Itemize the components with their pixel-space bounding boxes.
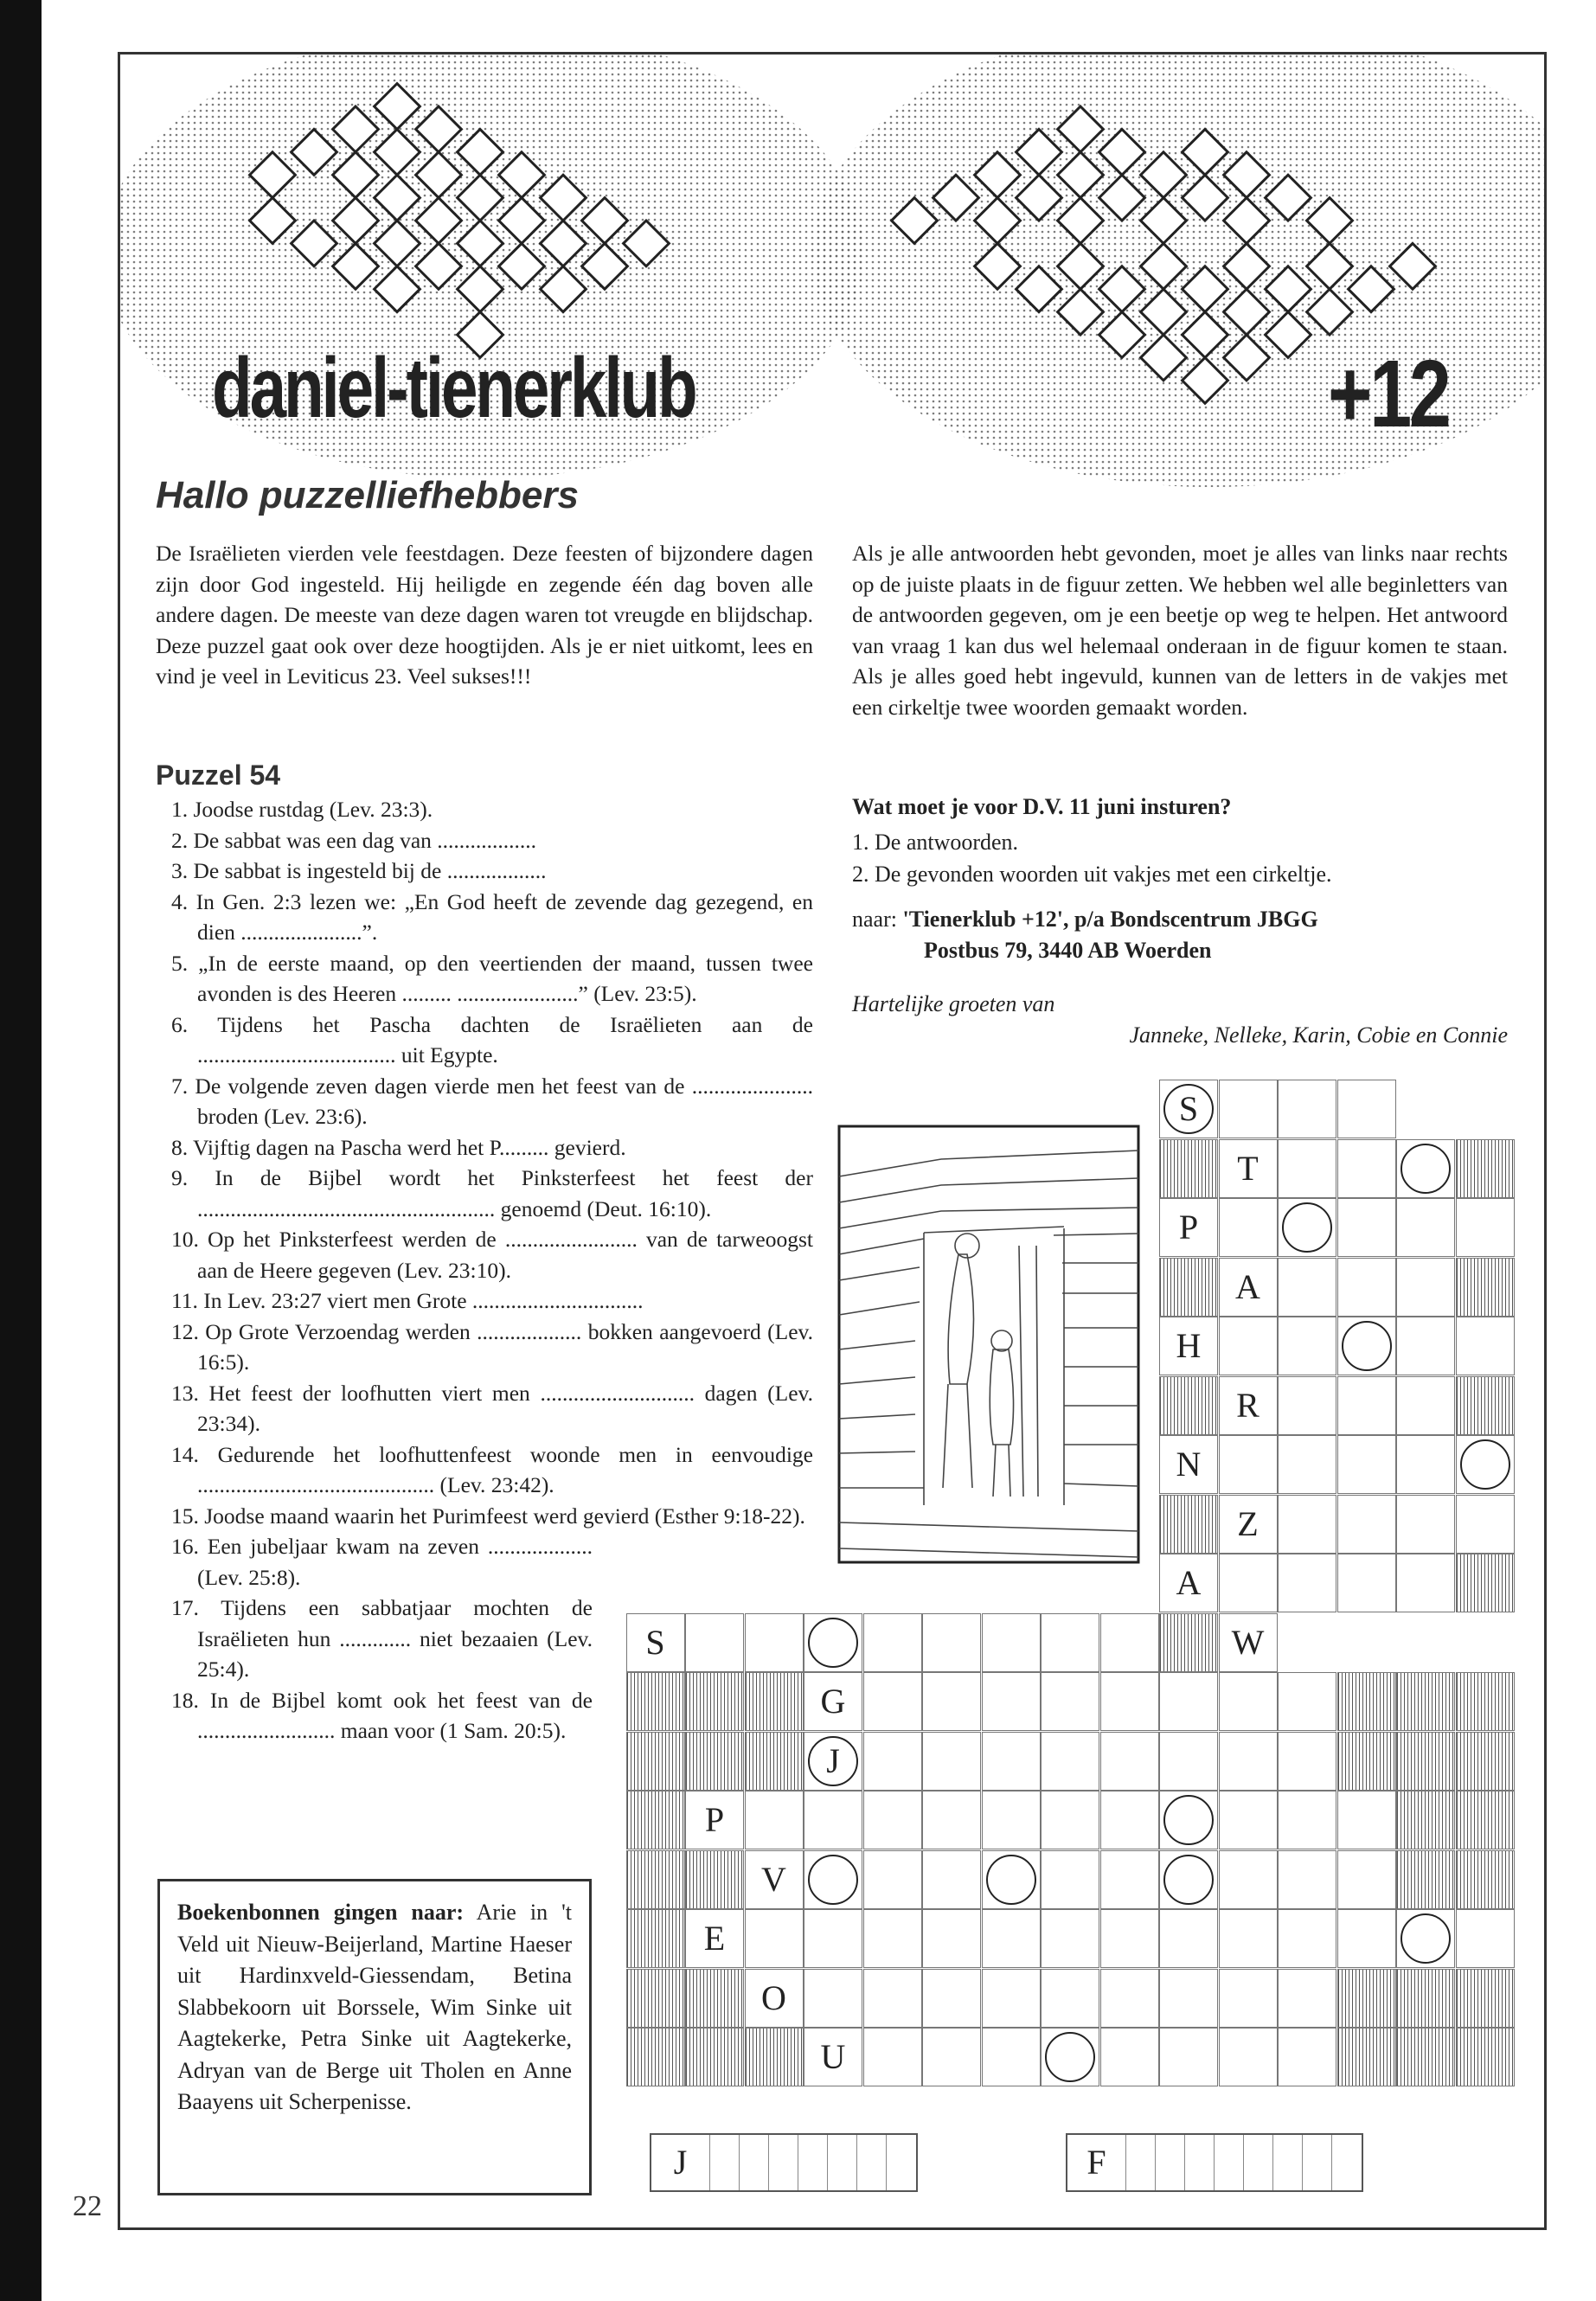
grid-cell[interactable] — [1278, 1969, 1336, 2028]
grid-cell[interactable] — [1100, 1672, 1159, 1731]
given-letter: Z — [1237, 1503, 1259, 1543]
grid-cell[interactable] — [1456, 1732, 1515, 1791]
grid-cell[interactable] — [922, 1672, 981, 1731]
send-list — [852, 826, 1331, 890]
grid-cell[interactable] — [1219, 1317, 1278, 1375]
grid-cell[interactable] — [982, 1613, 1041, 1672]
grid-cell[interactable] — [1337, 2028, 1396, 2086]
question-item: 12. Op Grote Verzoendag werden ................... bokken aangevoerd (Lev. 16:5). — [171, 1318, 813, 1375]
grid-cell[interactable] — [1219, 1080, 1278, 1138]
grid-cell[interactable] — [1219, 1969, 1278, 2028]
grid-cell[interactable] — [1456, 2028, 1515, 2086]
question-item: 18. In de Bijbel komt ook het feest van de ......................... maan voor (1 Sam. 20:5). — [171, 1687, 593, 1743]
grid-cell[interactable] — [1278, 1139, 1336, 1198]
grid-cell[interactable] — [1396, 1732, 1455, 1791]
grid-cell[interactable] — [804, 1672, 862, 1731]
grid-cell[interactable] — [685, 1732, 744, 1791]
grid-cell[interactable] — [1396, 1198, 1455, 1257]
grid-cell[interactable] — [1456, 1850, 1515, 1909]
question-item: 8. Vijftig dagen na Pascha werd het P......... gevierd. — [171, 1134, 626, 1160]
grid-cell[interactable] — [922, 1909, 981, 1968]
given-letter: V — [761, 1859, 786, 1899]
circle-marker — [1401, 1913, 1451, 1964]
answer-cell[interactable] — [710, 2135, 740, 2190]
answer-cell[interactable] — [1244, 2135, 1273, 2190]
grid-cell[interactable] — [745, 1732, 804, 1791]
grid-cell[interactable] — [1278, 2028, 1336, 2086]
given-letter: H — [1176, 1326, 1202, 1365]
given-letter: G — [820, 1682, 846, 1721]
grid-cell[interactable] — [1396, 1791, 1455, 1849]
question-list — [156, 794, 813, 1747]
address-label: naar: — [852, 907, 897, 932]
grid-cell[interactable] — [745, 2028, 804, 2086]
send-heading: Wat moet je voor D.V. 11 juni insturen? — [852, 794, 1232, 819]
grid-cell[interactable] — [982, 1909, 1041, 1968]
grid-cell[interactable] — [863, 1969, 922, 2028]
question-item: 9. In de Bijbel wordt het Pinksterfeest het feest der ...................................................... genoemd (Deut. 16:10). — [171, 1165, 813, 1221]
grid-cell[interactable] — [1278, 1435, 1336, 1494]
grid-cell[interactable] — [1041, 2028, 1099, 2086]
grid-cell[interactable] — [745, 1909, 804, 1968]
answer-cell[interactable] — [798, 2135, 828, 2190]
grid-cell[interactable] — [1396, 1139, 1455, 1198]
send-item: 2. De gevonden woorden uit vakjes met een cirkeltje. — [852, 862, 1332, 887]
answer-cell[interactable] — [1185, 2135, 1215, 2190]
grid-cell[interactable] — [1337, 1435, 1396, 1494]
grid-cell[interactable] — [1219, 1258, 1278, 1317]
grid-cell[interactable] — [626, 1850, 685, 1909]
grid-cell[interactable] — [863, 1732, 922, 1791]
grid-cell[interactable] — [1219, 1554, 1278, 1612]
masthead-age: +12 — [1328, 341, 1449, 447]
grid-cell[interactable] — [1100, 1850, 1159, 1909]
grid-cell[interactable] — [1396, 1317, 1455, 1375]
grid-cell[interactable] — [1159, 1969, 1218, 2028]
grid-cell[interactable] — [1337, 1732, 1396, 1791]
grid-cell[interactable] — [863, 1850, 922, 1909]
grid-cell[interactable] — [1278, 1495, 1336, 1554]
grid-cell[interactable] — [1159, 1613, 1218, 1672]
address-line-1: 'Tienerklub +12', p/a Bondscentrum JBGG — [902, 907, 1318, 932]
intro-paragraph: De Israëlieten vierden vele feestdagen. Deze feesten of bijzondere dagen zijn door God ingesteld. Hij heiligde en zegende één dag boven alle andere dagen. De meeste van deze dagen waren tot vreugde en blijdschap. Deze puzzel gaat ook over deze hoogtijden. Als je er niet uitkomt, lees en vind je veel in Leviticus 23. Veel sukses!!! — [156, 541, 813, 689]
given-letter: O — [761, 1977, 786, 2017]
grid-cell[interactable] — [1456, 1969, 1515, 2028]
grid-cell[interactable] — [685, 2028, 744, 2086]
grid-cell[interactable] — [1278, 1198, 1336, 1257]
grid-cell[interactable] — [1100, 1613, 1159, 1672]
grid-cell[interactable] — [982, 1850, 1041, 1909]
circle-marker — [808, 1618, 858, 1668]
grid-cell[interactable] — [1159, 1258, 1218, 1317]
grid-cell[interactable] — [863, 1791, 922, 1849]
given-letter: E — [703, 1919, 726, 1958]
grid-cell[interactable] — [1396, 1554, 1455, 1612]
grid-cell[interactable] — [804, 1732, 862, 1791]
illustration-sketch — [837, 1125, 1140, 1564]
grid-cell[interactable] — [1100, 1791, 1159, 1849]
question-item: 7. De volgende zeven dagen vierde men het feest van de ...................... broden (Lev. 23:6). — [171, 1073, 813, 1129]
grid-cell[interactable] — [626, 1969, 685, 2028]
grid-cell[interactable] — [745, 1969, 804, 2028]
grid-cell[interactable] — [1456, 1495, 1515, 1554]
grid-cell[interactable] — [685, 1613, 744, 1672]
answer-cell[interactable] — [1156, 2135, 1185, 2190]
grid-cell[interactable] — [922, 1850, 981, 1909]
grid-cell[interactable] — [745, 1791, 804, 1849]
puzzle-title: Puzzel 54 — [156, 760, 281, 791]
grid-cell[interactable] — [1456, 1376, 1515, 1435]
grid-cell[interactable] — [1159, 1080, 1218, 1138]
answer-word-1 — [650, 2133, 918, 2192]
question-item: 13. Het feest der loofhutten viert men ............................ dagen (Lev. 23:34). — [171, 1380, 813, 1436]
grid-cell[interactable] — [1456, 1258, 1515, 1317]
question-item: 1. Joodse rustdag (Lev. 23:3). — [171, 797, 433, 822]
grid-cell[interactable] — [1100, 1969, 1159, 2028]
grid-cell[interactable] — [1219, 1139, 1278, 1198]
question-item: 6. Tijdens het Pascha dachten de Israëlieten aan de .................................... uit Egypte. — [171, 1011, 813, 1067]
grid-cell[interactable] — [1456, 1791, 1515, 1849]
mailing-address — [852, 904, 1318, 966]
grid-cell[interactable] — [1219, 1672, 1278, 1731]
grid-cell[interactable] — [1337, 1969, 1396, 2028]
grid-cell[interactable] — [804, 1909, 862, 1968]
greeting — [852, 989, 1508, 1051]
answer-cell[interactable] — [1215, 2135, 1244, 2190]
grid-cell[interactable] — [1219, 1495, 1278, 1554]
grid-cell[interactable] — [1337, 1495, 1396, 1554]
question-item: 2. De sabbat was een dag van .................. — [171, 827, 537, 853]
grid-cell[interactable] — [1278, 1080, 1336, 1138]
question-item: 17. Tijdens een sabbatjaar mochten de Israëlieten hun ............. niet bezaaien (Lev. 25:4). — [171, 1595, 593, 1682]
grid-cell[interactable] — [804, 1850, 862, 1909]
grid-cell[interactable] — [1159, 1672, 1218, 1731]
grid-cell[interactable] — [1278, 1850, 1336, 1909]
address-line-2: Postbus 79, 3440 AB Woerden — [924, 938, 1212, 963]
page-number: 22 — [73, 2190, 102, 2222]
grid-cell[interactable] — [1219, 1613, 1278, 1672]
grid-cell[interactable] — [1159, 1198, 1218, 1257]
grid-cell[interactable] — [982, 1969, 1041, 2028]
grid-cell[interactable] — [863, 1672, 922, 1731]
instructions-paragraph: Als je alle antwoorden hebt gevonden, moet je alles van links naar rechts op de juiste plaats in de figuur zetten. We hebben wel alle beginletters van de antwoorden gegeven, om je een beetje op weg te helpen. Het antwoord van vraag 1 kan dus wel helemaal onderaan in de figuur komen te staan. Als je alles goed hebt ingevuld, kunnen van de letters in de vakjes met een cirkeltje twee woorden gemaakt worden. — [852, 541, 1508, 720]
grid-cell[interactable] — [1396, 1258, 1455, 1317]
greeting-text: Hartelijke groeten van — [852, 991, 1055, 1016]
grid-cell[interactable] — [1219, 1732, 1278, 1791]
grid-cell[interactable] — [1396, 1495, 1455, 1554]
grid-cell[interactable] — [1456, 1672, 1515, 1731]
given-letter: A — [1235, 1266, 1260, 1306]
grid-cell[interactable] — [1041, 1613, 1099, 1672]
grid-cell[interactable] — [1278, 1258, 1336, 1317]
grid-cell[interactable] — [1041, 1969, 1099, 2028]
answer-cell[interactable] — [1332, 2135, 1362, 2190]
given-letter: P — [704, 1800, 725, 1839]
grid-cell[interactable] — [1278, 1554, 1336, 1612]
given-letter: N — [1176, 1445, 1202, 1484]
question-item: 14. Gedurende het loofhuttenfeest woonde men in eenvoudige ........................................... (Lev. 23:42). — [171, 1441, 813, 1497]
grid-cell[interactable] — [1456, 1139, 1515, 1198]
circle-marker — [986, 1855, 1036, 1905]
grid-cell[interactable] — [1278, 1732, 1336, 1791]
answer-word-2 — [1066, 2133, 1363, 2192]
grid-cell[interactable] — [1041, 1909, 1099, 1968]
circle-marker — [1460, 1439, 1510, 1490]
grid-cell[interactable] — [745, 1672, 804, 1731]
grid-cell[interactable] — [1041, 1672, 1099, 1731]
binding-edge — [0, 0, 42, 2301]
grid-cell[interactable] — [1337, 1317, 1396, 1375]
grid-cell[interactable] — [1278, 1791, 1336, 1849]
grid-cell[interactable] — [745, 1850, 804, 1909]
circle-marker — [808, 1855, 858, 1905]
grid-cell[interactable] — [1219, 1376, 1278, 1435]
given-letter: S — [645, 1622, 665, 1662]
grid-cell[interactable] — [685, 1969, 744, 2028]
grid-cell[interactable] — [922, 1732, 981, 1791]
given-letter: U — [820, 2037, 846, 2076]
grid-cell[interactable] — [1337, 1791, 1396, 1849]
grid-cell[interactable] — [863, 2028, 922, 2086]
given-letter: P — [1178, 1208, 1199, 1247]
grid-cell[interactable] — [1278, 1376, 1336, 1435]
answer-cell[interactable] — [740, 2135, 769, 2190]
grid-cell[interactable] — [982, 1791, 1041, 1849]
grid-cell[interactable] — [1396, 1969, 1455, 2028]
given-letter: A — [1176, 1563, 1202, 1602]
signatures: Janneke, Nelleke, Karin, Cobie en Connie — [1129, 1022, 1508, 1048]
prize-label: Boekenbonnen gingen naar: — [177, 1900, 465, 1925]
grid-cell[interactable] — [685, 1672, 744, 1731]
grid-cell[interactable] — [804, 1613, 862, 1672]
grid-cell[interactable] — [626, 1791, 685, 1849]
answer-cell[interactable] — [857, 2135, 887, 2190]
grid-cell[interactable] — [626, 1613, 685, 1672]
circle-marker — [1401, 1144, 1451, 1194]
grid-cell[interactable] — [922, 2028, 981, 2086]
grid-cell[interactable] — [685, 1909, 744, 1968]
grid-cell[interactable] — [922, 1613, 981, 1672]
grid-cell[interactable] — [745, 1613, 804, 1672]
grid-cell[interactable] — [1219, 2028, 1278, 2086]
grid-cell[interactable] — [1396, 1672, 1455, 1731]
given-letter: J — [826, 1740, 840, 1780]
answer-cell[interactable] — [1303, 2135, 1332, 2190]
grid-cell[interactable] — [982, 1672, 1041, 1731]
send-item: 1. De antwoorden. — [852, 830, 1019, 855]
grid-cell[interactable] — [863, 1613, 922, 1672]
grid-cell[interactable] — [1041, 1850, 1099, 1909]
circle-marker — [1163, 1795, 1214, 1845]
grid-cell[interactable] — [1337, 1258, 1396, 1317]
prize-winners-box — [157, 1879, 592, 2195]
grid-cell[interactable] — [1219, 1435, 1278, 1494]
grid-cell[interactable] — [1337, 1139, 1396, 1198]
answer-cell[interactable] — [828, 2135, 857, 2190]
grid-cell[interactable] — [1456, 1198, 1515, 1257]
grid-cell[interactable] — [804, 1969, 862, 2028]
grid-cell[interactable] — [626, 1672, 685, 1731]
grid-cell[interactable] — [1278, 1317, 1336, 1375]
grid-cell[interactable] — [1337, 1376, 1396, 1435]
grid-cell[interactable] — [1219, 1909, 1278, 1968]
grid-cell[interactable] — [626, 2028, 685, 2086]
grid-cell[interactable] — [1041, 1791, 1099, 1849]
question-item: 15. Joodse maand waarin het Purimfeest werd gevierd (Esther 9:18-22). — [171, 1503, 805, 1529]
grid-cell[interactable] — [922, 1791, 981, 1849]
grid-cell[interactable] — [1337, 1198, 1396, 1257]
grid-cell[interactable] — [1337, 1554, 1396, 1612]
grid-cell[interactable] — [685, 1791, 744, 1849]
grid-cell[interactable] — [1456, 1909, 1515, 1968]
grid-cell[interactable] — [1396, 2028, 1455, 2086]
question-item: 4. In Gen. 2:3 lezen we: „En God heeft de zevende dag gezegend, en dien ......................”. — [171, 888, 813, 945]
grid-cell[interactable] — [1396, 1850, 1455, 1909]
grid-cell[interactable] — [1100, 2028, 1159, 2086]
circle-marker — [1342, 1321, 1392, 1371]
masthead-title: daniel-tienerklub — [212, 340, 695, 435]
grid-cell[interactable] — [1159, 2028, 1218, 2086]
question-item: 5. „In de eerste maand, op den veertienden der maand, tussen twee avonden is des Heeren ......... ......................” (Lev. 23:5). — [171, 950, 813, 1006]
given-letter: R — [1236, 1385, 1259, 1425]
circle-marker — [1045, 2032, 1095, 2082]
question-item: 11. In Lev. 23:27 viert men Grote ............................... — [171, 1288, 644, 1313]
grid-cell[interactable] — [1159, 1139, 1218, 1198]
grid-cell[interactable] — [1396, 1435, 1455, 1494]
question-item: 16. Een jubeljaar kwam na zeven ................... (Lev. 25:8). — [171, 1534, 593, 1590]
grid-cell[interactable] — [1159, 1435, 1218, 1494]
grid-cell[interactable] — [685, 1850, 744, 1909]
grid-cell[interactable] — [1456, 1317, 1515, 1375]
grid-cell[interactable] — [1456, 1554, 1515, 1612]
answer-cell[interactable]: F — [1067, 2135, 1126, 2190]
grid-cell[interactable] — [1159, 1554, 1218, 1612]
grid-cell[interactable] — [804, 2028, 862, 2086]
grid-cell[interactable] — [863, 1909, 922, 1968]
grid-cell[interactable] — [1100, 1732, 1159, 1791]
grid-cell[interactable] — [1159, 1495, 1218, 1554]
grid-cell[interactable] — [1337, 1672, 1396, 1731]
grid-cell[interactable] — [1456, 1435, 1515, 1494]
grid-cell[interactable] — [922, 1969, 981, 2028]
grid-cell[interactable] — [1219, 1198, 1278, 1257]
grid-cell[interactable] — [1278, 1909, 1336, 1968]
circle-marker — [1282, 1202, 1332, 1253]
answer-cell[interactable]: J — [651, 2135, 710, 2190]
grid-cell[interactable] — [626, 1909, 685, 1968]
answer-cell[interactable] — [887, 2135, 916, 2190]
grid-cell[interactable] — [1396, 1376, 1455, 1435]
grid-cell[interactable] — [1159, 1732, 1218, 1791]
given-letter: S — [1178, 1089, 1199, 1128]
given-letter: W — [1231, 1622, 1265, 1662]
grid-cell[interactable] — [1159, 1317, 1218, 1375]
grid-cell[interactable] — [1159, 1376, 1218, 1435]
grid-cell[interactable] — [1337, 1909, 1396, 1968]
answer-cell[interactable] — [1126, 2135, 1156, 2190]
grid-cell[interactable] — [1337, 1850, 1396, 1909]
grid-cell[interactable] — [1219, 1791, 1278, 1849]
grid-cell[interactable] — [1219, 1850, 1278, 1909]
headline: Hallo puzzelliefhebbers — [156, 474, 579, 516]
grid-cell[interactable] — [1396, 1909, 1455, 1968]
prize-winners: Arie in 't Veld uit Nieuw-Beijerland, Martine Haeser uit Hardinxveld-Giessendam, Betina Slabbekoorn uit Borssele, Wim Sinke uit Aagtekerke, Petra Sinke uit Aagtekerke, Adryan van de Berge uit Tholen en Anne Baayens uit Scherpenisse. — [177, 1900, 572, 2114]
answer-cell[interactable] — [1273, 2135, 1303, 2190]
grid-cell[interactable] — [1159, 1909, 1218, 1968]
question-item: 3. De sabbat is ingesteld bij de .................. — [171, 858, 547, 883]
given-letter: T — [1237, 1148, 1259, 1188]
grid-cell[interactable] — [1159, 1850, 1218, 1909]
answer-cell[interactable] — [769, 2135, 798, 2190]
question-item: 10. Op het Pinksterfeest werden de ........................ van de tarweoogst aan de Heere gegeven (Lev. 23:10). — [171, 1227, 813, 1283]
grid-cell[interactable] — [982, 1732, 1041, 1791]
grid-cell[interactable] — [1159, 1791, 1218, 1849]
grid-cell[interactable] — [1278, 1672, 1336, 1731]
grid-cell[interactable] — [1041, 1732, 1099, 1791]
grid-cell[interactable] — [982, 2028, 1041, 2086]
grid-cell[interactable] — [804, 1791, 862, 1849]
grid-cell[interactable] — [1337, 1080, 1396, 1138]
grid-cell[interactable] — [1100, 1909, 1159, 1968]
circle-marker — [1163, 1855, 1214, 1905]
grid-cell[interactable] — [626, 1732, 685, 1791]
